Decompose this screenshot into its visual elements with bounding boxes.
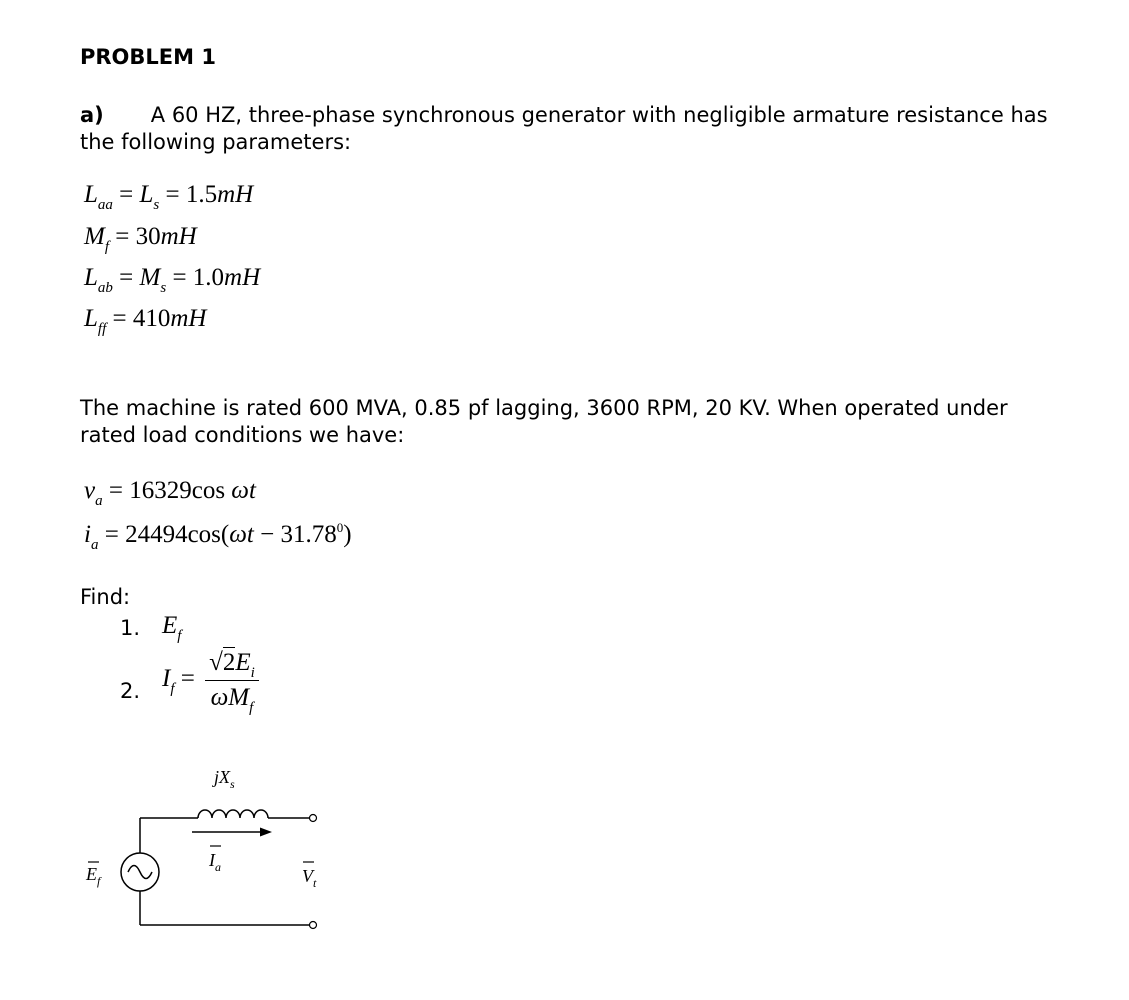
lff-value: 410 xyxy=(132,305,171,332)
ia-equation: $i_a = 24494\cos(\omega t - 31.78^0)$ xyxy=(84,520,352,553)
if-numerator: $√2E_i$ xyxy=(205,648,259,681)
ia-amplitude: 24494 xyxy=(125,521,188,548)
rating-line-1: The machine is rated 600 MVA, 0.85 pf lagging, 3600 RPM, 20 KV. When operated under xyxy=(80,396,1008,420)
laa-value: 1.5 xyxy=(185,181,218,208)
terminal-voltage-label: $V_t$ xyxy=(302,866,317,890)
param-lab-equation: $L_{ab} = M_s = 1.0mH$ xyxy=(84,264,261,296)
rating-line-2: rated load conditions we have: xyxy=(80,423,405,447)
item-2-if-equation: $I_f$ = $\frac{√2E_i}{\omega M_f}$ xyxy=(162,648,259,713)
lab-value: 1.0 xyxy=(192,264,225,291)
param-lff-equation: $L_{ff} = 410mH$ xyxy=(84,305,207,337)
current-arrow-head xyxy=(260,828,272,837)
terminal-top xyxy=(310,815,317,822)
intro-line-1: A 60 HZ, three-phase synchronous generator with negligible armature resistance has xyxy=(150,103,1048,127)
ia-degree: 0 xyxy=(336,520,344,535)
lff-unit: mH xyxy=(170,305,207,332)
find-label: Find: xyxy=(80,585,131,609)
current-label: $I_a$ xyxy=(209,850,221,874)
part-label: a) xyxy=(80,103,104,127)
problem-title: PROBLEM 1 xyxy=(80,45,216,69)
va-amplitude: 16329 xyxy=(129,477,192,504)
va-func: cos xyxy=(191,477,226,504)
va-equation: $v_a = 16329\cos$ ωt xyxy=(84,477,256,509)
inductor-symbol xyxy=(198,810,268,818)
mf-value: 30 xyxy=(135,223,161,250)
param-mf-equation: $M_f = 30mH$ xyxy=(84,223,197,255)
param-laa-equation: $L_{aa} = L_s = 1.5mH$ xyxy=(84,181,254,213)
if-denominator: $\omega M_f$ xyxy=(210,684,254,716)
terminal-bottom xyxy=(310,922,317,929)
mf-unit: mH xyxy=(160,223,197,250)
intro-line-2: the following parameters: xyxy=(80,130,352,154)
item-1-ef: $E_f$ xyxy=(162,612,182,644)
reactance-label: $jX_s$ xyxy=(214,767,235,791)
item-2-number: 2. xyxy=(120,679,141,703)
item-1-number: 1. xyxy=(120,616,141,640)
lab-unit: mH xyxy=(224,264,261,291)
ia-phase: 31.78 xyxy=(280,521,337,548)
source-label: $E_f$ xyxy=(86,864,101,888)
laa-unit: mH xyxy=(217,181,254,208)
